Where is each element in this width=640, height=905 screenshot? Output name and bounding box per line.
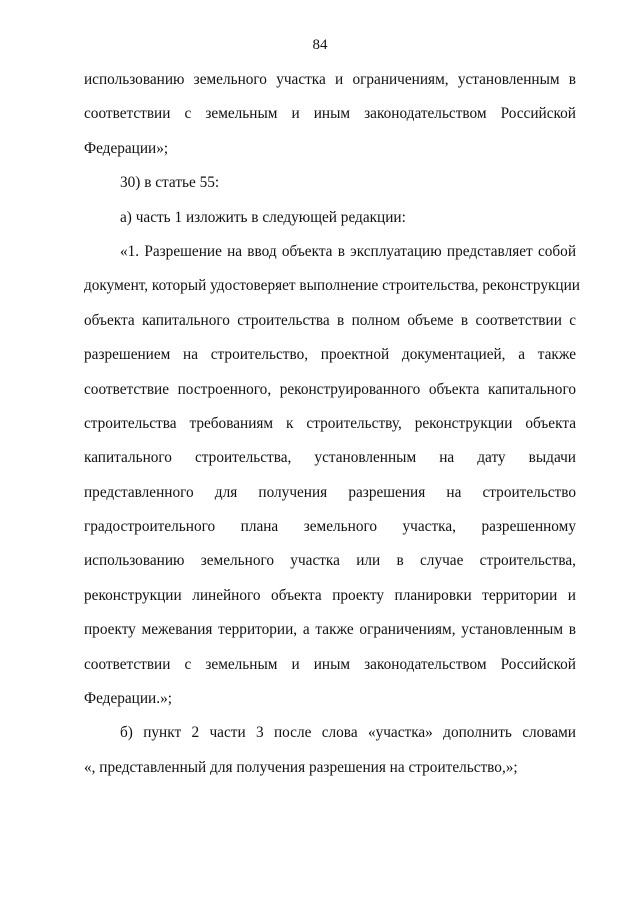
text-line: использованию земельного участка и ограничениям, установленным в bbox=[84, 71, 576, 88]
text-line: документ, который удостоверяет выполнение строительства, реконструкции bbox=[84, 277, 580, 295]
text-line: 30) в статье 55: bbox=[120, 174, 220, 192]
text-line: разрешением на строительство, проектной документацией, а также bbox=[84, 346, 576, 364]
text-line: «, представленный для получения разрешения на строительство,»; bbox=[84, 758, 518, 776]
text-line: б) пункт 2 части 3 после слова «участка» дополнить словами bbox=[120, 724, 576, 742]
text-line: проекту межевания территории, а также ограничениям, установленным в bbox=[84, 621, 576, 639]
text-line: соответствии с земельным и иным законодательством Российской bbox=[84, 105, 576, 123]
text-line: строительства требованиям к строительству, реконструкции объекта bbox=[84, 414, 576, 432]
text-line: соответствие построенного, реконструированного объекта капитального bbox=[84, 380, 576, 398]
text-line: а) часть 1 изложить в следующей редакции: bbox=[120, 208, 406, 226]
text-line: Федерации.»; bbox=[84, 690, 172, 708]
text-line: градостроительного плана земельного участка, разрешенному bbox=[84, 518, 576, 536]
text-line: Федерации»; bbox=[84, 139, 169, 157]
text-line: «1. Разрешение на ввод объекта в эксплуатацию представляет собой bbox=[120, 242, 576, 260]
document-body bbox=[84, 70, 580, 792]
text-line: капитального строительства, установленным на дату выдачи bbox=[84, 449, 576, 467]
page-number: 84 bbox=[312, 37, 328, 53]
text-line: соответствии с земельным и иным законодательством Российской bbox=[84, 655, 576, 673]
text-line: использованию земельного участка или в случае строительства, bbox=[84, 552, 576, 570]
text-line: реконструкции линейного объекта проекту планировки территории и bbox=[84, 586, 576, 604]
text-line: представленного для получения разрешения на строительство bbox=[84, 483, 576, 501]
text-line: объекта капитального строительства в полном объеме в соответствии с bbox=[84, 311, 576, 329]
